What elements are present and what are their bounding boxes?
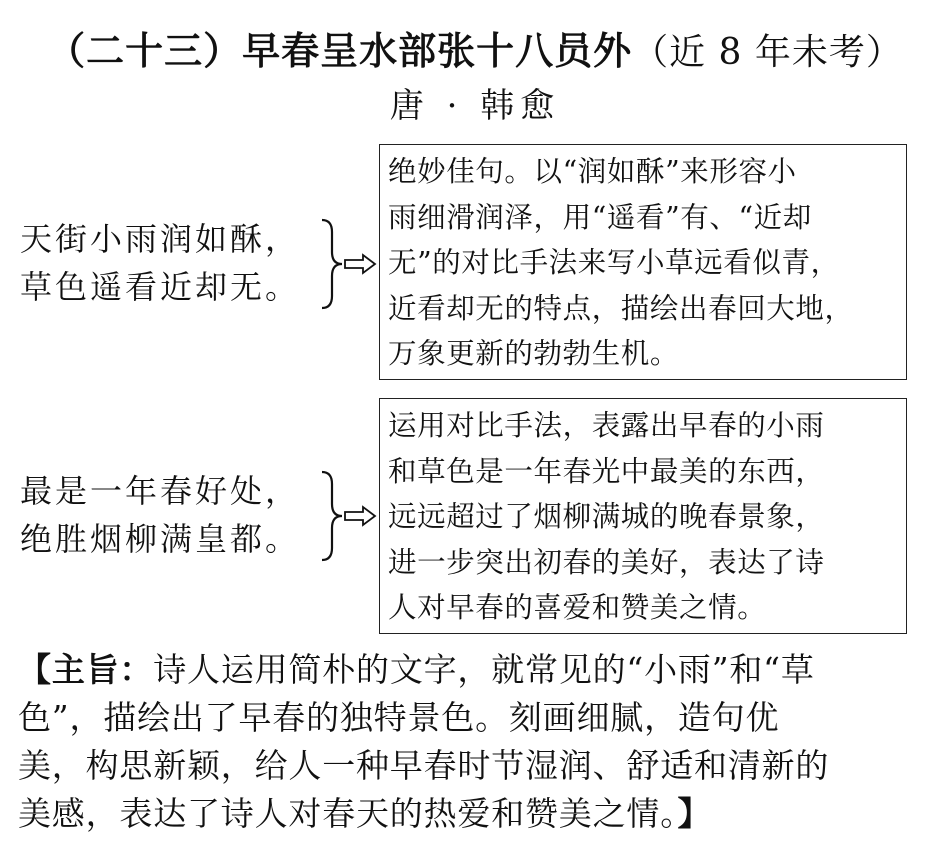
summary-label: 主旨： [51, 650, 154, 689]
annotation-line: 运用对比手法，表露出早春的小雨 [388, 409, 825, 442]
annotation-line: 远远超过了烟柳满城的晚春景象， [388, 500, 825, 533]
poem-line: 绝胜烟柳满皇都。 [20, 520, 301, 558]
exam-frequency-note: （近 8 年未考） [632, 32, 903, 73]
annotation-box-1 [379, 144, 907, 380]
annotation-line: 绝妙佳句。以“润如酥”来形容小 [388, 155, 797, 188]
poem-author: 唐 · 韩愈 [389, 86, 561, 126]
theme-summary [18, 646, 938, 838]
annotation-line: 雨细滑润泽，用“遥看”有、“近却 [388, 200, 812, 234]
summary-line: 美感，表达了诗人对春天的热爱和赞美之情。 [18, 794, 678, 833]
right-brace-icon [318, 468, 346, 564]
annotation-line: 进一步突出初春的美好，表达了诗 [388, 545, 825, 579]
annotation-line: 无”的对比手法来写小草远看似青， [388, 246, 840, 279]
annotation-line: 近看却无的特点，描绘出春回大地， [388, 291, 854, 325]
hollow-arrow-icon [343, 505, 377, 527]
poem-couplet-1 [20, 215, 320, 311]
poem-line: 天街小雨润如酥， [20, 220, 301, 258]
poem-couplet-2 [20, 467, 320, 563]
summary-close-bracket: 】 [677, 794, 712, 833]
summary-line: 诗人运用简朴的文字，就常见的“小雨”和“草 [153, 650, 815, 689]
summary-line: 色”，描绘出了早春的独特景色。刻画细腻，造句优 [18, 698, 780, 737]
annotation-line: 人对早春的喜爱和赞美之情。 [388, 591, 767, 624]
summary-open-bracket: 【 [18, 650, 52, 689]
hollow-arrow-icon [343, 253, 377, 275]
poem-title: （二十三）早春呈水部张十八员外 [47, 29, 633, 73]
summary-line: 美，构思新颖，给人一种早春时节湿润、舒适和清新的 [18, 746, 830, 785]
annotation-box-2 [379, 398, 907, 634]
annotation-line: 和草色是一年春光中最美的东西， [388, 454, 825, 488]
poem-line: 草色遥看近却无。 [20, 268, 301, 306]
poem-line: 最是一年春好处， [20, 472, 301, 510]
section-title [0, 24, 950, 80]
annotation-line: 万象更新的勃勃生机。 [388, 337, 680, 370]
right-brace-icon [318, 216, 346, 312]
